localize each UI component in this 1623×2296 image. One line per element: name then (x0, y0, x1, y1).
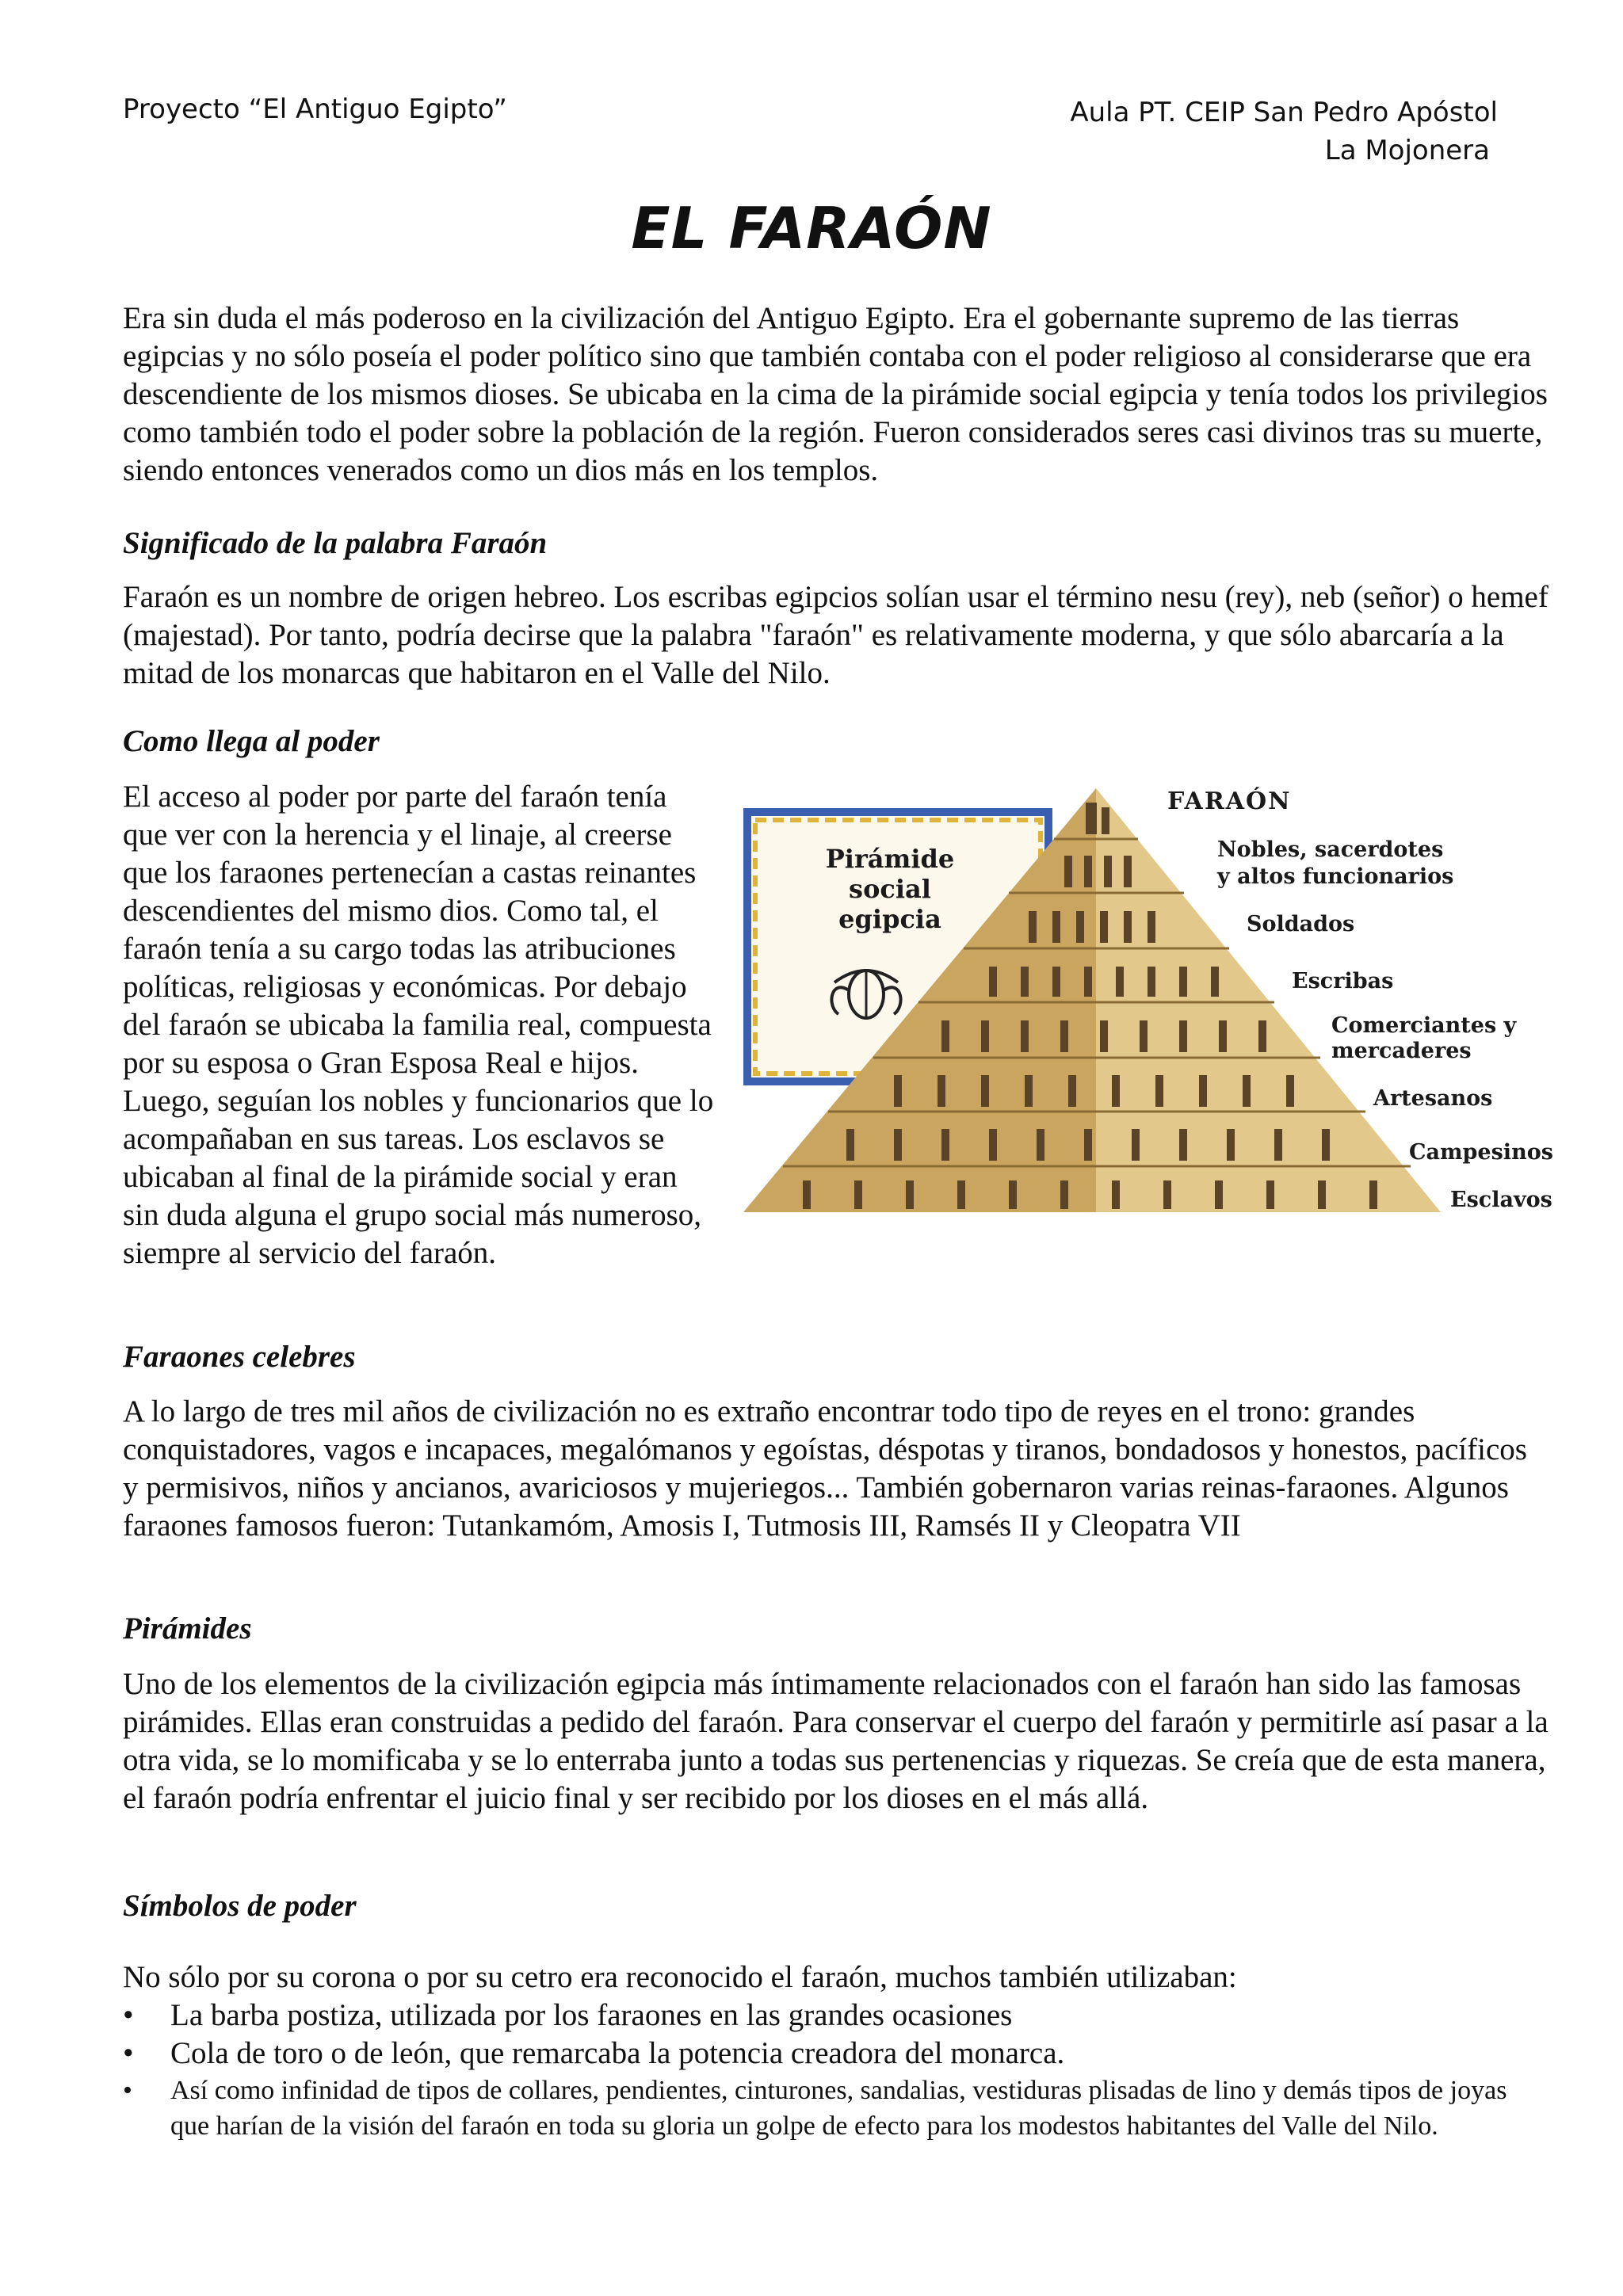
paragraph-significado: Faraón es un nombre de origen hebreo. Los escribas egipcios solían usar el término nesu (rey), neb (señor) o hemef (majestad). Por tanto, podría decirse que la palabra "faraón" es relativamente moderna, y que sólo abarcaría a la mitad de los monarcas que habitaron en el Valle del Nilo. (123, 580, 1549, 690)
level-esclavos: Esclavos (1450, 1188, 1552, 1212)
level-nobles-1: Nobles, sacerdotes (1217, 837, 1444, 862)
social-pyramid-figure (727, 780, 1568, 1256)
level-comerciantes-1: Comerciantes y (1331, 1013, 1517, 1038)
list-item (123, 2073, 1549, 2144)
level-soldados: Soldados (1247, 912, 1355, 936)
level-nobles-2: y altos funcionarios (1217, 864, 1454, 889)
list-item (123, 2035, 1549, 2073)
header-school-line2: La Mojonera (1324, 135, 1490, 166)
level-escribas: Escribas (1292, 969, 1394, 994)
list-item-text: La barba postiza, utilizada por los faraones en las grandes ocasiones (170, 1998, 1013, 2032)
legend-title-2: social (849, 874, 931, 904)
bullet-icon: • (123, 2076, 132, 2105)
intro-paragraph: Era sin duda el más poderoso en la civilización del Antiguo Egipto. Era el gobernante supremo de las tierras egipcias y no sólo poseía el poder político sino que también contaba con el poder religioso al considerarse que era descendiente de los mismos dioses. Se ubicaba en la cima de la pirámide social egipcia y tenía todos los privilegios como también todo el poder sobre la población de la región. Fueron considerados seres casi divinos tras su muerte, siendo entonces venerados como un dios más en los templos. (123, 301, 1548, 487)
simbolos-list (123, 1997, 1549, 2144)
heading-simbolos: Símbolos de poder (123, 1889, 357, 1923)
bullet-icon: • (123, 1998, 134, 2032)
legend-title-3: egipcia (838, 904, 941, 934)
header-school-line1: Aula PT. CEIP San Pedro Apóstol (1070, 97, 1498, 128)
paragraph-piramides: Uno de los elementos de la civilización egipcia más íntimamente relacionados con el faraón han sido las famosas pirámides. Ellas eran construidas a pedido del faraón. Para conservar el cuerpo del faraón y permitirle así pasar a la otra vida, se lo momificaba y se lo enterraba junto a todas sus pertenencias y riquezas. Se creía que de esta manera, el faraón podría enfrentar el juicio final y ser recibido por los dioses en el más allá. (123, 1667, 1549, 1815)
social-pyramid-illustration (727, 780, 1568, 1256)
legend-title-1: Pirámide (825, 844, 955, 874)
heading-poder: Como llega al poder (123, 724, 380, 758)
heading-significado: Significado de la palabra Faraón (123, 526, 548, 560)
header-project: Proyecto “El Antiguo Egipto” (123, 93, 507, 125)
page-title: EL FARAÓN (631, 195, 992, 261)
heading-celebres: Faraones celebres (123, 1340, 356, 1374)
heading-piramides: Pirámides (123, 1611, 252, 1646)
level-faraon: FARAÓN (1167, 788, 1292, 815)
list-item-text: Así como infinidad de tipos de collares, pendientes, cinturones, sandalias, vestiduras plisadas de lino y demás tipos de joyas que harían de la visión del faraón en toda su gloria un golpe de efecto para los modestos habitantes del Valle del Nilo. (170, 2076, 1507, 2141)
level-artesanos: Artesanos (1373, 1086, 1493, 1111)
header-school (1054, 93, 1498, 170)
level-campesinos: Campesinos (1409, 1140, 1553, 1165)
paragraph-poder: El acceso al poder por parte del faraón tenía que ver con la herencia y el linaje, al creerse que los faraones pertenecían a castas reinantes descendientes del mismo dios. Como tal, el faraón tenía a su cargo todas las atribuciones políticas, religiosas y económicas. Por debajo del faraón se ubicaba la familia real, compuesta por su esposa o Gran Esposa Real e hijos. Luego, seguían los nobles y funcionarios que lo acompañaban en sus tareas. Los esclavos se ubicaban al final de la pirámide social y eran sin duda alguna el grupo social más numeroso, siempre al servicio del faraón. (123, 780, 714, 1270)
list-item-text: Cola de toro o de león, que remarcaba la potencia creadora del monarca. (170, 2036, 1065, 2070)
list-item (123, 1997, 1549, 2035)
bullet-icon: • (123, 2036, 134, 2070)
paragraph-celebres: A lo largo de tres mil años de civilización no es extraño encontrar todo tipo de reyes en el trono: grandes conquistadores, vagos e incapaces, megalómanos y egoístas, déspotas y tiranos, bondadosos y honestos, pacíficos y permisivos, niños y ancianos, avariciosos y mujeriegos... También gobernaron varias reinas-faraones. Algunos faraones famosos fueron: Tutankamóm, Amosis I, Tutmosis III, Ramsés II y Cleopatra VII (123, 1394, 1527, 1543)
paragraph-simbolos: No sólo por su corona o por su cetro era reconocido el faraón, muchos también utilizaban: (123, 1960, 1237, 1994)
level-comerciantes-2: mercaderes (1331, 1039, 1472, 1063)
